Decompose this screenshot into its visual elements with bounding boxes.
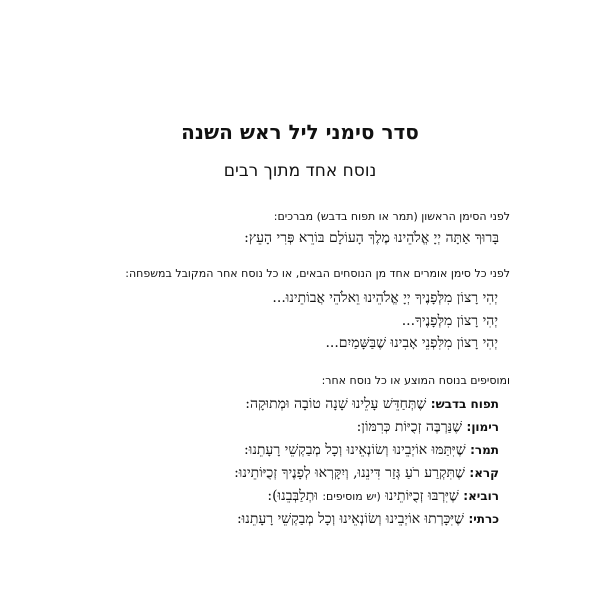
- siman-text: שֶׁתְּחַדֵּשׁ עָלֵינוּ שָׁנָה טוֹבָה וּמְתוּקָה:: [245, 396, 427, 412]
- page-subtitle: נוסח אחד מתוך רבים: [223, 161, 377, 181]
- simanim-item-pomegranate: [357, 417, 499, 437]
- siman-text: שֶׁיִּכָּרְתוּ אוֹיְבֵינוּ וְשׂוֹנְאֵינוּ וְכָל מְבַקְשֵׁי רָעָתֵנוּ:: [236, 511, 464, 527]
- fruit-blessing: בָּרוּךְ אַתָּה יְיָ אֱלֹהֵינוּ מֶלֶךְ הָעוֹלָם בּוֹרֵא פְּרִי הָעֵץ:: [244, 230, 499, 246]
- siman-label: רוביא:: [463, 489, 499, 503]
- siman-label: קרא:: [469, 466, 499, 480]
- siman-text: שֶׁנַּרְבֶּה זְכֻיּוֹת כְּרִמּוֹן:: [356, 419, 463, 435]
- siman-text: שֶׁיִּרְבּוּ זְכֻיּוֹתֵינוּ: [385, 488, 459, 504]
- simanim-item-apple-honey: [245, 394, 499, 414]
- siman-label: כרתי:: [468, 512, 499, 526]
- siman-tail: וּתְלַבְּבֵנוּ):: [267, 488, 318, 504]
- yehi-ratzon-line: יְהִי רָצוֹן מִלְּפָנֶיךָ יְיָ אֱלֹהֵינוּ וֵאלֹהֵי אֲבוֹתֵינוּ...: [272, 290, 498, 306]
- siman-label: תפוח בדבש:: [430, 397, 499, 411]
- simanim-item-leek: [237, 509, 499, 529]
- yehi-ratzon-instruction: לפני כל סימן אומרים אחד מן הנוסחים הבאים, או כל נוסח אחר המקובל במשפחה:: [125, 267, 510, 280]
- siman-note: (יש מוסיפים:: [322, 490, 381, 503]
- simanim-item-date: [244, 440, 499, 460]
- yehi-ratzon-line: יְהִי רָצוֹן מִלְּפָנֶיךָ...: [401, 313, 498, 329]
- yehi-ratzon-line: יְהִי רָצוֹן מִלִּפְנֵי אָבִינוּ שֶׁבַּשָּׁמַיִם...: [325, 335, 498, 351]
- siman-text: שֶׁתִּקְרַע רֹעַ גְּזַר דִּינֵנוּ, וְיִקָּרְאוּ לְפָנֶיךָ זְכֻיּוֹתֵינוּ:: [234, 465, 465, 481]
- siman-label: רימון:: [466, 420, 499, 434]
- first-sign-instruction: לפני הסימן הראשון (תמר או תפוח בדבש) מברכים:: [273, 210, 510, 223]
- siman-label: תמר:: [470, 443, 499, 457]
- simanim-item-black-eyed-peas: [267, 486, 499, 507]
- simanim-item-gourd: [234, 463, 499, 483]
- page-title: סדר סימני ליל ראש השנה: [181, 120, 419, 144]
- siman-text: שֶׁיִּתַּמּוּ אוֹיְבֵינוּ וְשׂוֹנְאֵינוּ וְכָל מְבַקְשֵׁי רָעָתֵנוּ:: [244, 442, 466, 458]
- additions-instruction: ומוסיפים בנוסח המוצע או כל נוסח אחר:: [321, 374, 510, 387]
